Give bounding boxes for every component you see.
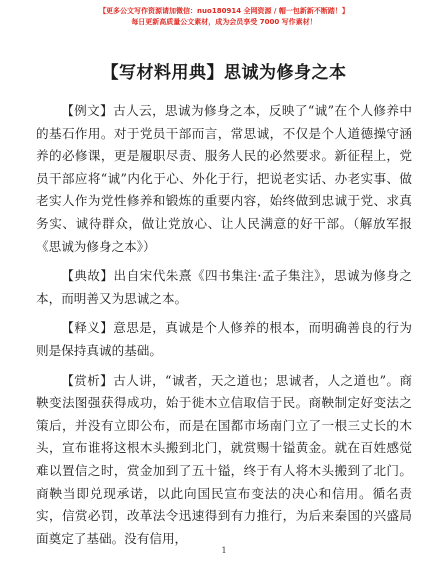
page-number: 1 [221, 546, 227, 555]
paragraph-meaning [36, 317, 412, 362]
paragraph-tag: 【例文】 [61, 103, 114, 118]
paragraph-example [36, 100, 412, 258]
promo-line-1: 【更多公文写作资源请加微信：nuo180914 全网资源 / 帽一包新新不断踏！】 [99, 7, 349, 15]
document-title: 【写材料用典】思诚为修身之本 [101, 63, 347, 83]
paragraph-appreciation [36, 370, 412, 551]
promo-line-2: 每日更新高质量公文素材，成为会员享受 7000 写作素材！ [131, 18, 317, 26]
paragraph-text: 意思是，真诚是个人修养的根本，而明确善良的行为则是保持真诚的基础。 [36, 320, 413, 358]
paragraph-text: 古人云，思诚为修身之本，反映了“诚”在个人修养中的基石作用。对于党员干部而言，常思诚，不仅是个人道德操守涵养的必修课，更是履职尽责、服务人民的必然要求。新征程上，党员干部应将“诚”内化于心、外化于行，把说老实话、办老实事、做老实人作为党性修养和锻炼的重要内容，始终做到忠诚于党、求真务实、诚待群众，做让党放心、让人民满意的好干部。（解放军报《思诚为修身之本》） [36, 103, 412, 254]
paragraph-tag: 【赏析】 [61, 372, 114, 388]
paragraph-tag: 【典故】 [61, 268, 114, 284]
promo-header [0, 6, 448, 28]
paragraph-text: 出自宋代朱熹《四书集注·孟子集注》，思诚为修身之本，而明善又为思诚之本。 [36, 268, 412, 306]
paragraph-text: 古人讲，“诚者，天之道也；思诚者，人之道也”。商鞅变法图强获得成功，始于徙木立信取信于民。商鞅制定好变法之策后，并没有立即公布，而是在国都市场南门立了一根三丈长的木头，宣布谁将这根木头搬到北门，就赏赐十镒黄金。就在百姓感觉难以置信之时，赏金加到了五十镒，终于有人将木头搬到了北门。商鞅当即兑现承诺，以此向国民宣布变法的决心和信用。循名责实，信赏必罚，改革法令迅速得到有力推行，为后来秦国的兴盛局面奠定了基础。没有信用， [36, 372, 412, 546]
document-body [36, 100, 412, 557]
paragraph-allusion [36, 265, 412, 310]
paragraph-tag: 【释义】 [61, 320, 114, 336]
